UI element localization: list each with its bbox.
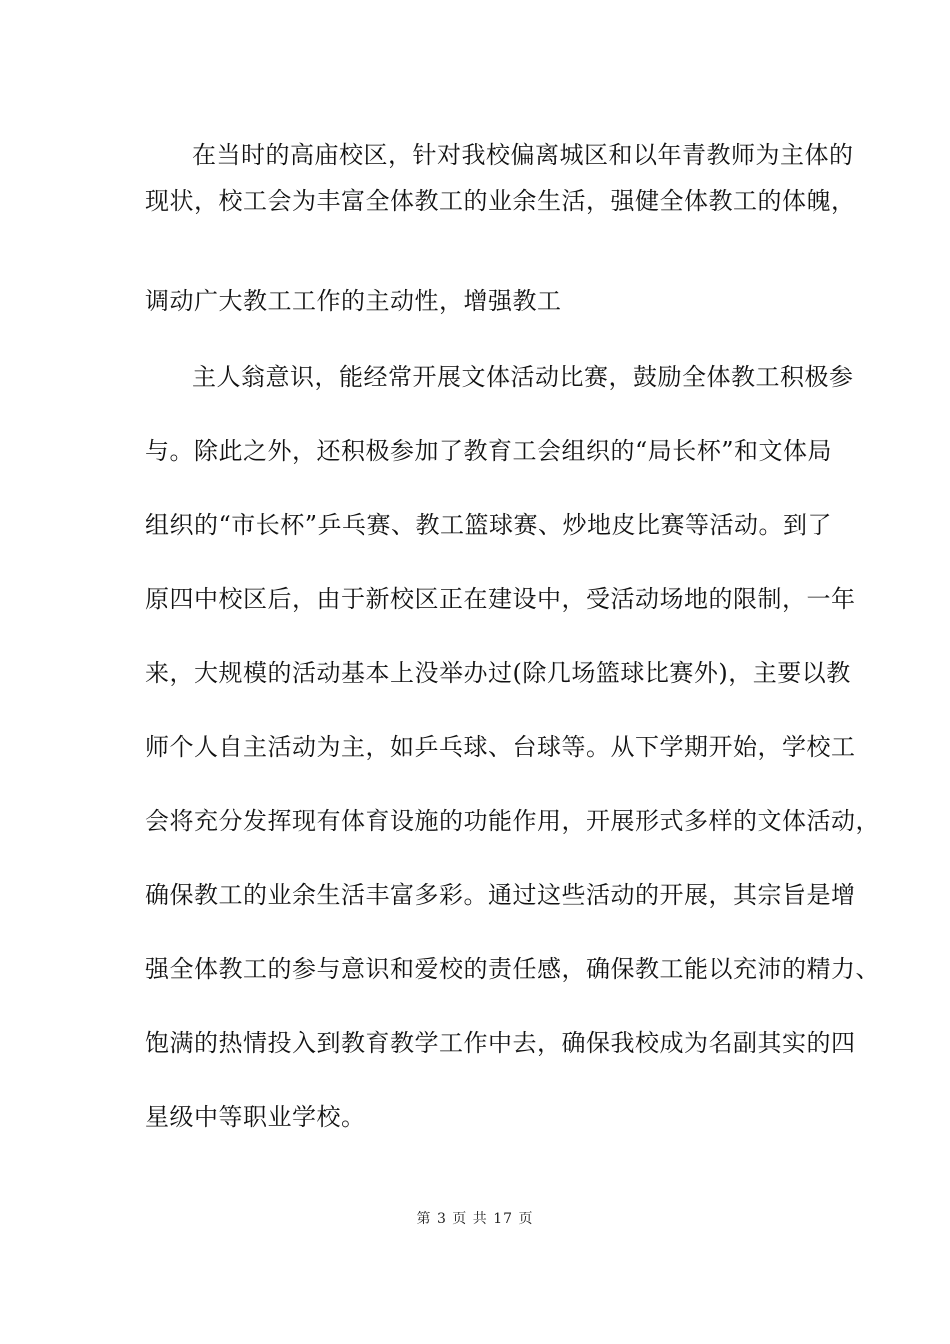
paragraph-2-line-11: 星级中等职业学校。 (145, 1103, 366, 1131)
paragraph-1-line-2: 现状，校工会为丰富全体教工的业余生活，强健全体教工的体魄， (145, 187, 856, 215)
paragraph-2-line-4: 原四中校区后，由于新校区正在建设中，受活动场地的限制，一年 (145, 585, 856, 613)
paragraph-2-line-8: 确保教工的业余生活丰富多彩。通过这些活动的开展，其宗旨是增 (145, 881, 856, 909)
page-number-footer: 第 3 页 共 17 页 (416, 1211, 534, 1227)
paragraph-1-line-3: 调动广大教工工作的主动性，增强教工 (145, 287, 562, 315)
paragraph-2-line-7: 会将充分发挥现有体育设施的功能作用，开展形式多样的文体活动， (145, 807, 880, 835)
paragraph-2-line-6: 师个人自主活动为主，如乒乓球、台球等。从下学期开始，学校工 (145, 733, 856, 761)
paragraph-1-line-1: 在当时的高庙校区，针对我校偏离城区和以年青教师为主体的 (192, 141, 854, 169)
paragraph-2-line-5: 来，大规模的活动基本上没举办过(除几场篮球比赛外)，主要以教 (145, 659, 851, 687)
paragraph-2-line-2: 与。除此之外，还积极参加了教育工会组织的“局长杯”和文体局 (145, 437, 833, 465)
paragraph-2-line-10: 饱满的热情投入到教育教学工作中去，确保我校成为名副其实的四 (145, 1029, 856, 1057)
paragraph-2-line-9: 强全体教工的参与意识和爱校的责任感，确保教工能以充沛的精力、 (145, 955, 880, 983)
paragraph-2-line-3: 组织的“市长杯”乒乓赛、教工篮球赛、炒地皮比赛等活动。到了 (145, 511, 833, 539)
paragraph-2-line-1: 主人翁意识，能经常开展文体活动比赛，鼓励全体教工积极参 (192, 363, 854, 391)
